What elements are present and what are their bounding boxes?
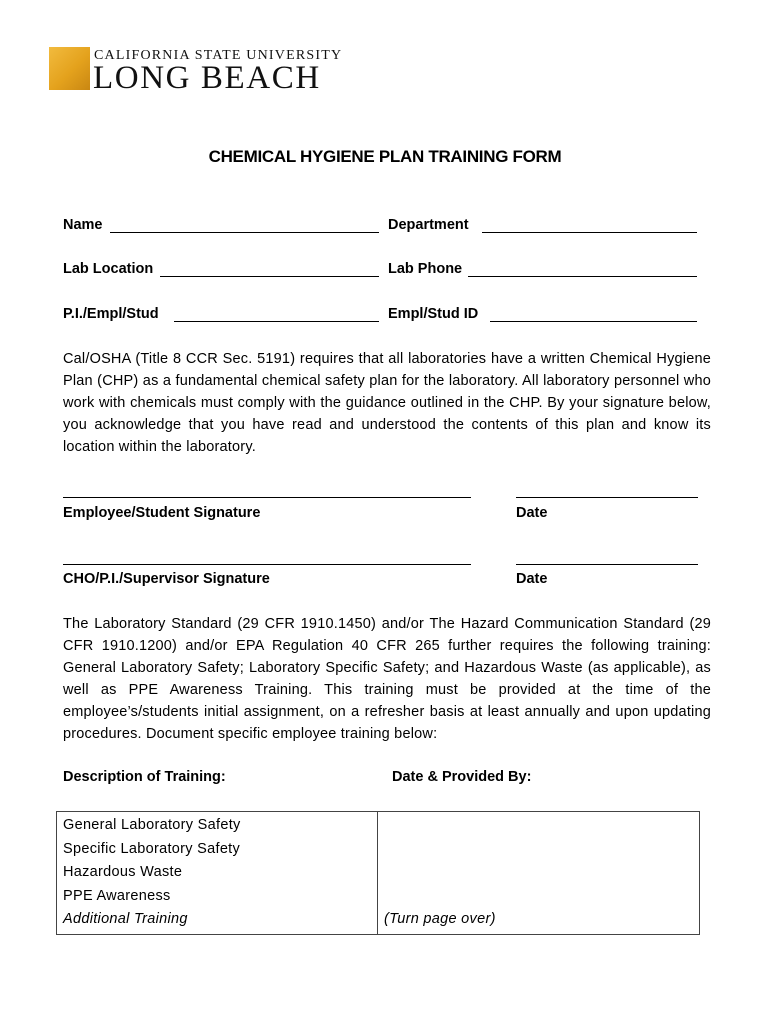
employee-date-line[interactable]: [516, 497, 698, 498]
supervisor-date-line[interactable]: [516, 564, 698, 565]
training-date-cell[interactable]: [378, 812, 700, 935]
name-label: Name: [63, 217, 103, 233]
logo-gold-square: [49, 47, 90, 90]
lab-location-label: Lab Location: [63, 261, 154, 277]
logo-university-line: CALIFORNIA STATE UNIVERSITY: [94, 48, 343, 63]
logo-campus-line: LONG BEACH: [93, 60, 321, 96]
department-label: Department: [388, 217, 469, 233]
employee-date-label: Date: [516, 505, 548, 521]
training-row-ppe-awareness: PPE Awareness: [63, 887, 171, 904]
description-of-training-header: Description of Training:: [63, 769, 226, 785]
training-row-additional-training: Additional Training: [63, 911, 188, 927]
supervisor-date-label: Date: [516, 571, 548, 587]
training-description-cell: [57, 812, 378, 935]
empl-stud-id-label: Empl/Stud ID: [388, 306, 479, 322]
name-field[interactable]: [110, 232, 379, 233]
lab-location-field[interactable]: [160, 276, 379, 277]
lab-phone-label: Lab Phone: [388, 261, 463, 277]
form-title: CHEMICAL HYGIENE PLAN TRAINING FORM: [208, 147, 562, 166]
turn-page-over-note: (Turn page over): [384, 911, 496, 927]
training-row-hazardous-waste: Hazardous Waste: [63, 864, 183, 880]
training-row-specific-lab-safety: Specific Laboratory Safety: [63, 840, 241, 857]
empl-stud-id-field[interactable]: [490, 321, 697, 322]
lab-phone-field[interactable]: [468, 276, 697, 277]
chp-requirement-paragraph: Cal/OSHA (Title 8 CCR Sec. 5191) requires that all laboratories have a written Chemical Hygiene Plan (CHP) as a fundamental chemical safety plan for the laboratory. All laboratory personnel who work with chemicals must comply with the guidance outlined in the CHP. By your signature below, you acknowledge that you have read and understood the contents of this plan and know its location within the laboratory.: [63, 351, 711, 455]
department-field[interactable]: [482, 232, 697, 233]
pi-empl-stud-label: P.I./Empl/Stud: [63, 306, 159, 322]
pi-empl-stud-field[interactable]: [174, 321, 379, 322]
training-row-general-lab-safety: General Laboratory Safety: [63, 817, 241, 833]
supervisor-signature-line[interactable]: [63, 564, 471, 565]
training-table: [56, 811, 700, 935]
date-provided-by-header: Date & Provided By:: [392, 769, 532, 785]
csulb-logo: [49, 47, 359, 96]
supervisor-signature-label: CHO/P.I./Supervisor Signature: [63, 571, 270, 587]
employee-signature-line[interactable]: [63, 497, 471, 498]
training-requirement-paragraph: The Laboratory Standard (29 CFR 1910.1450) and/or The Hazard Communication Standard (29 CFR 1910.1200) and/or EPA Regulation 40 CFR 265 further requires the following training: General Laboratory Safety; Laboratory Specific Safety; and Hazardous Waste (as applicable), as well as PPE Awareness Training. This training must be provided at the time of the employee’s/students initial assignment, on a refresher basis at least annually and upon updating procedures. Document specific employee training below:: [63, 616, 711, 742]
employee-signature-label: Employee/Student Signature: [63, 505, 261, 521]
